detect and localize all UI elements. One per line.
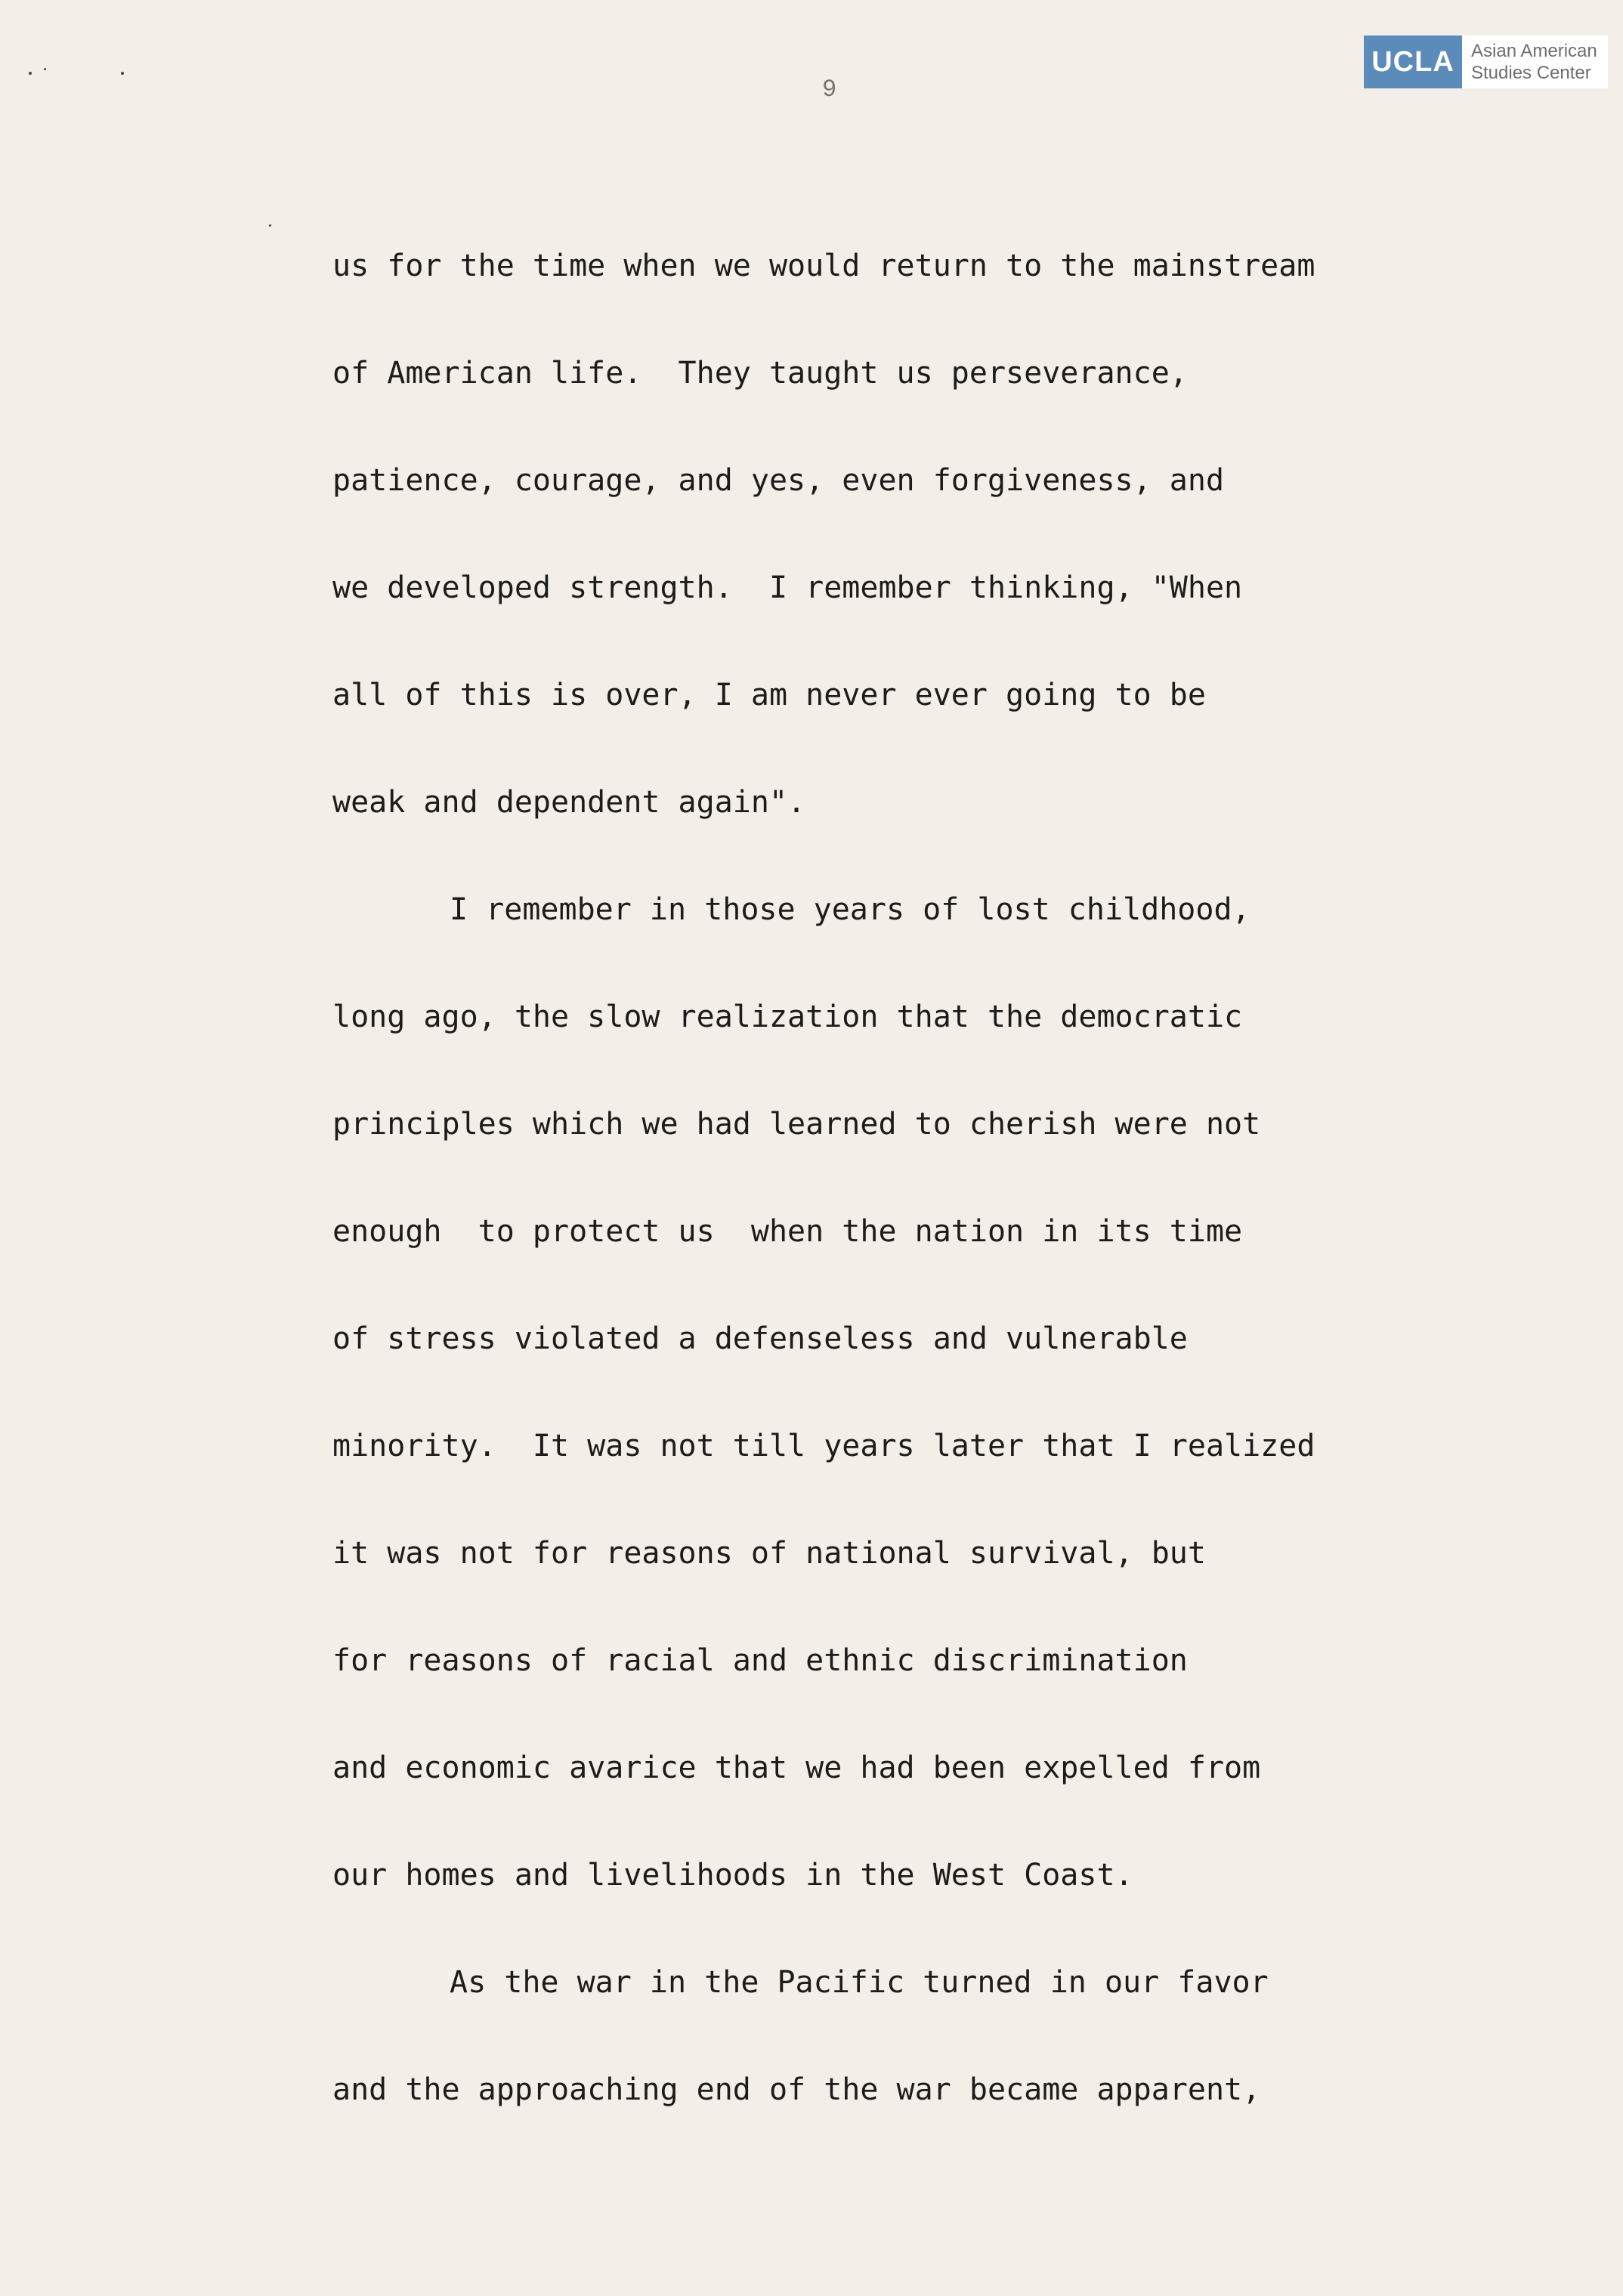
text-line: principles which we had learned to cherish were not (332, 1107, 1261, 1142)
logo-line-1: Asian American (1471, 41, 1597, 61)
paper-speck (121, 72, 124, 75)
paragraph-start-line: As the war in the Pacific turned in our favor (450, 1965, 1269, 2000)
logo-abbreviation: UCLA (1364, 36, 1462, 88)
text-line: and the approaching end of the war became apparent, (332, 2072, 1261, 2107)
paper-speck (269, 224, 271, 227)
archive-logo (1364, 36, 1608, 88)
text-line: it was not for reasons of national survival, but (332, 1536, 1206, 1571)
typed-text-body (332, 242, 1405, 2173)
logo-organization-name (1462, 40, 1608, 84)
logo-line-2: Studies Center (1471, 63, 1591, 83)
paper-speck (44, 68, 46, 70)
paper-speck (29, 72, 32, 75)
text-line: our homes and livelihoods in the West Coast. (332, 1858, 1133, 1893)
page-number: 9 (822, 76, 837, 104)
text-line: enough to protect us when the nation in its time (332, 1214, 1243, 1249)
text-line: patience, courage, and yes, even forgiveness, and (332, 463, 1225, 498)
text-line: weak and dependent again". (332, 785, 806, 820)
paragraph-start-line: I remember in those years of lost childhood, (450, 892, 1250, 927)
text-line: for reasons of racial and ethnic discrimination (332, 1643, 1188, 1678)
text-line: all of this is over, I am never ever going to be (332, 678, 1206, 712)
text-line: we developed strength. I remember thinking, "When (332, 570, 1243, 605)
text-line: of American life. They taught us perseverance, (332, 356, 1188, 391)
text-line: and economic avarice that we had been expelled from (332, 1751, 1261, 1785)
text-line: minority. It was not till years later that I realized (332, 1429, 1315, 1463)
text-line: long ago, the slow realization that the democratic (332, 1000, 1243, 1034)
text-line: us for the time when we would return to the mainstream (332, 249, 1315, 283)
text-line: of stress violated a defenseless and vulnerable (332, 1321, 1188, 1356)
